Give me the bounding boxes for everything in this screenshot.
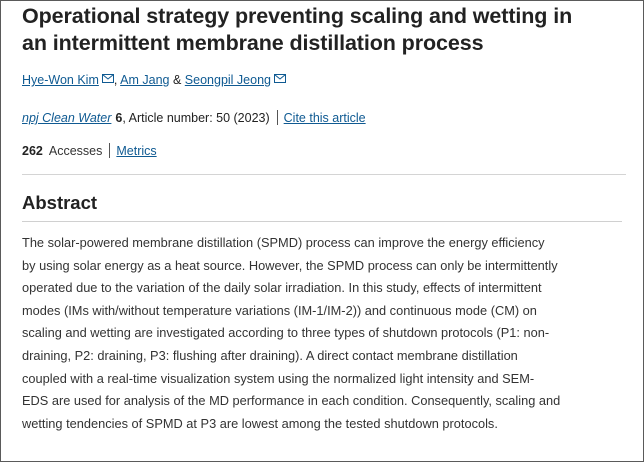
abstract-heading: Abstract xyxy=(22,192,98,213)
volume-number: 6 xyxy=(115,111,123,125)
abstract-line: draining, P2: draining, P3: flushing after draining). A direct contact membrane distillation xyxy=(22,347,518,363)
author-link-seongpil-jeong[interactable]: Seongpil Jeong xyxy=(184,73,271,87)
journal-link[interactable]: npj Clean Water xyxy=(22,111,112,125)
title-line-1: Operational strategy preventing scaling and wetting in xyxy=(22,4,573,28)
article-title xyxy=(22,3,626,57)
author-link-hye-won-kim[interactable]: Hye-Won Kim xyxy=(22,73,99,87)
abstract-line: by using solar energy as a heat source. However, the SPMD process can only be intermittently xyxy=(22,257,558,273)
publication-info xyxy=(22,110,366,125)
metrics-link[interactable]: Metrics xyxy=(116,144,157,158)
divider xyxy=(277,110,278,125)
envelope-icon[interactable] xyxy=(102,74,114,83)
author-list: Hye-Won Kim , Am Jang & Seongpil Jeong xyxy=(22,73,286,87)
abstract-text xyxy=(22,232,626,435)
article-number: , Article number: 50 (2023) xyxy=(122,111,270,125)
cite-this-article-link[interactable]: Cite this article xyxy=(283,111,366,125)
section-divider xyxy=(22,174,626,175)
envelope-icon[interactable] xyxy=(274,74,286,83)
author-link-am-jang[interactable]: Am Jang xyxy=(120,73,170,87)
article-metrics xyxy=(22,143,157,158)
accesses-label: Accesses xyxy=(48,144,103,158)
abstract-line: coupled with a real-time visualization system using the normalized light intensity and SEM- xyxy=(22,370,535,386)
divider xyxy=(109,143,110,158)
abstract-line: scaling and wetting are investigated according to three types of shutdown protocols (P1: non- xyxy=(22,325,550,341)
abstract-line: The solar-powered membrane distillation (SPMD) process can improve the energy efficiency xyxy=(22,235,545,250)
abstract-line: wetting tendencies of SPMD at P3 are lowest among the tested shutdown protocols. xyxy=(22,415,498,431)
access-count: 262 xyxy=(22,144,43,158)
title-line-2: an intermittent membrane distillation process xyxy=(22,31,484,55)
abstract-line: modes (IMs with/without temperature variations (IM-1/IM-2)) and continuous mode (CM) on xyxy=(22,302,537,318)
abstract-line: operated due to the variation of the daily solar irradiation. In this study, effects of intermittent xyxy=(22,280,542,296)
abstract-divider xyxy=(22,221,622,222)
abstract-line: EDS are used for analysis of the MD performance in each condition. Consequently, scaling and xyxy=(22,393,561,409)
author-ampersand: & xyxy=(172,73,182,87)
